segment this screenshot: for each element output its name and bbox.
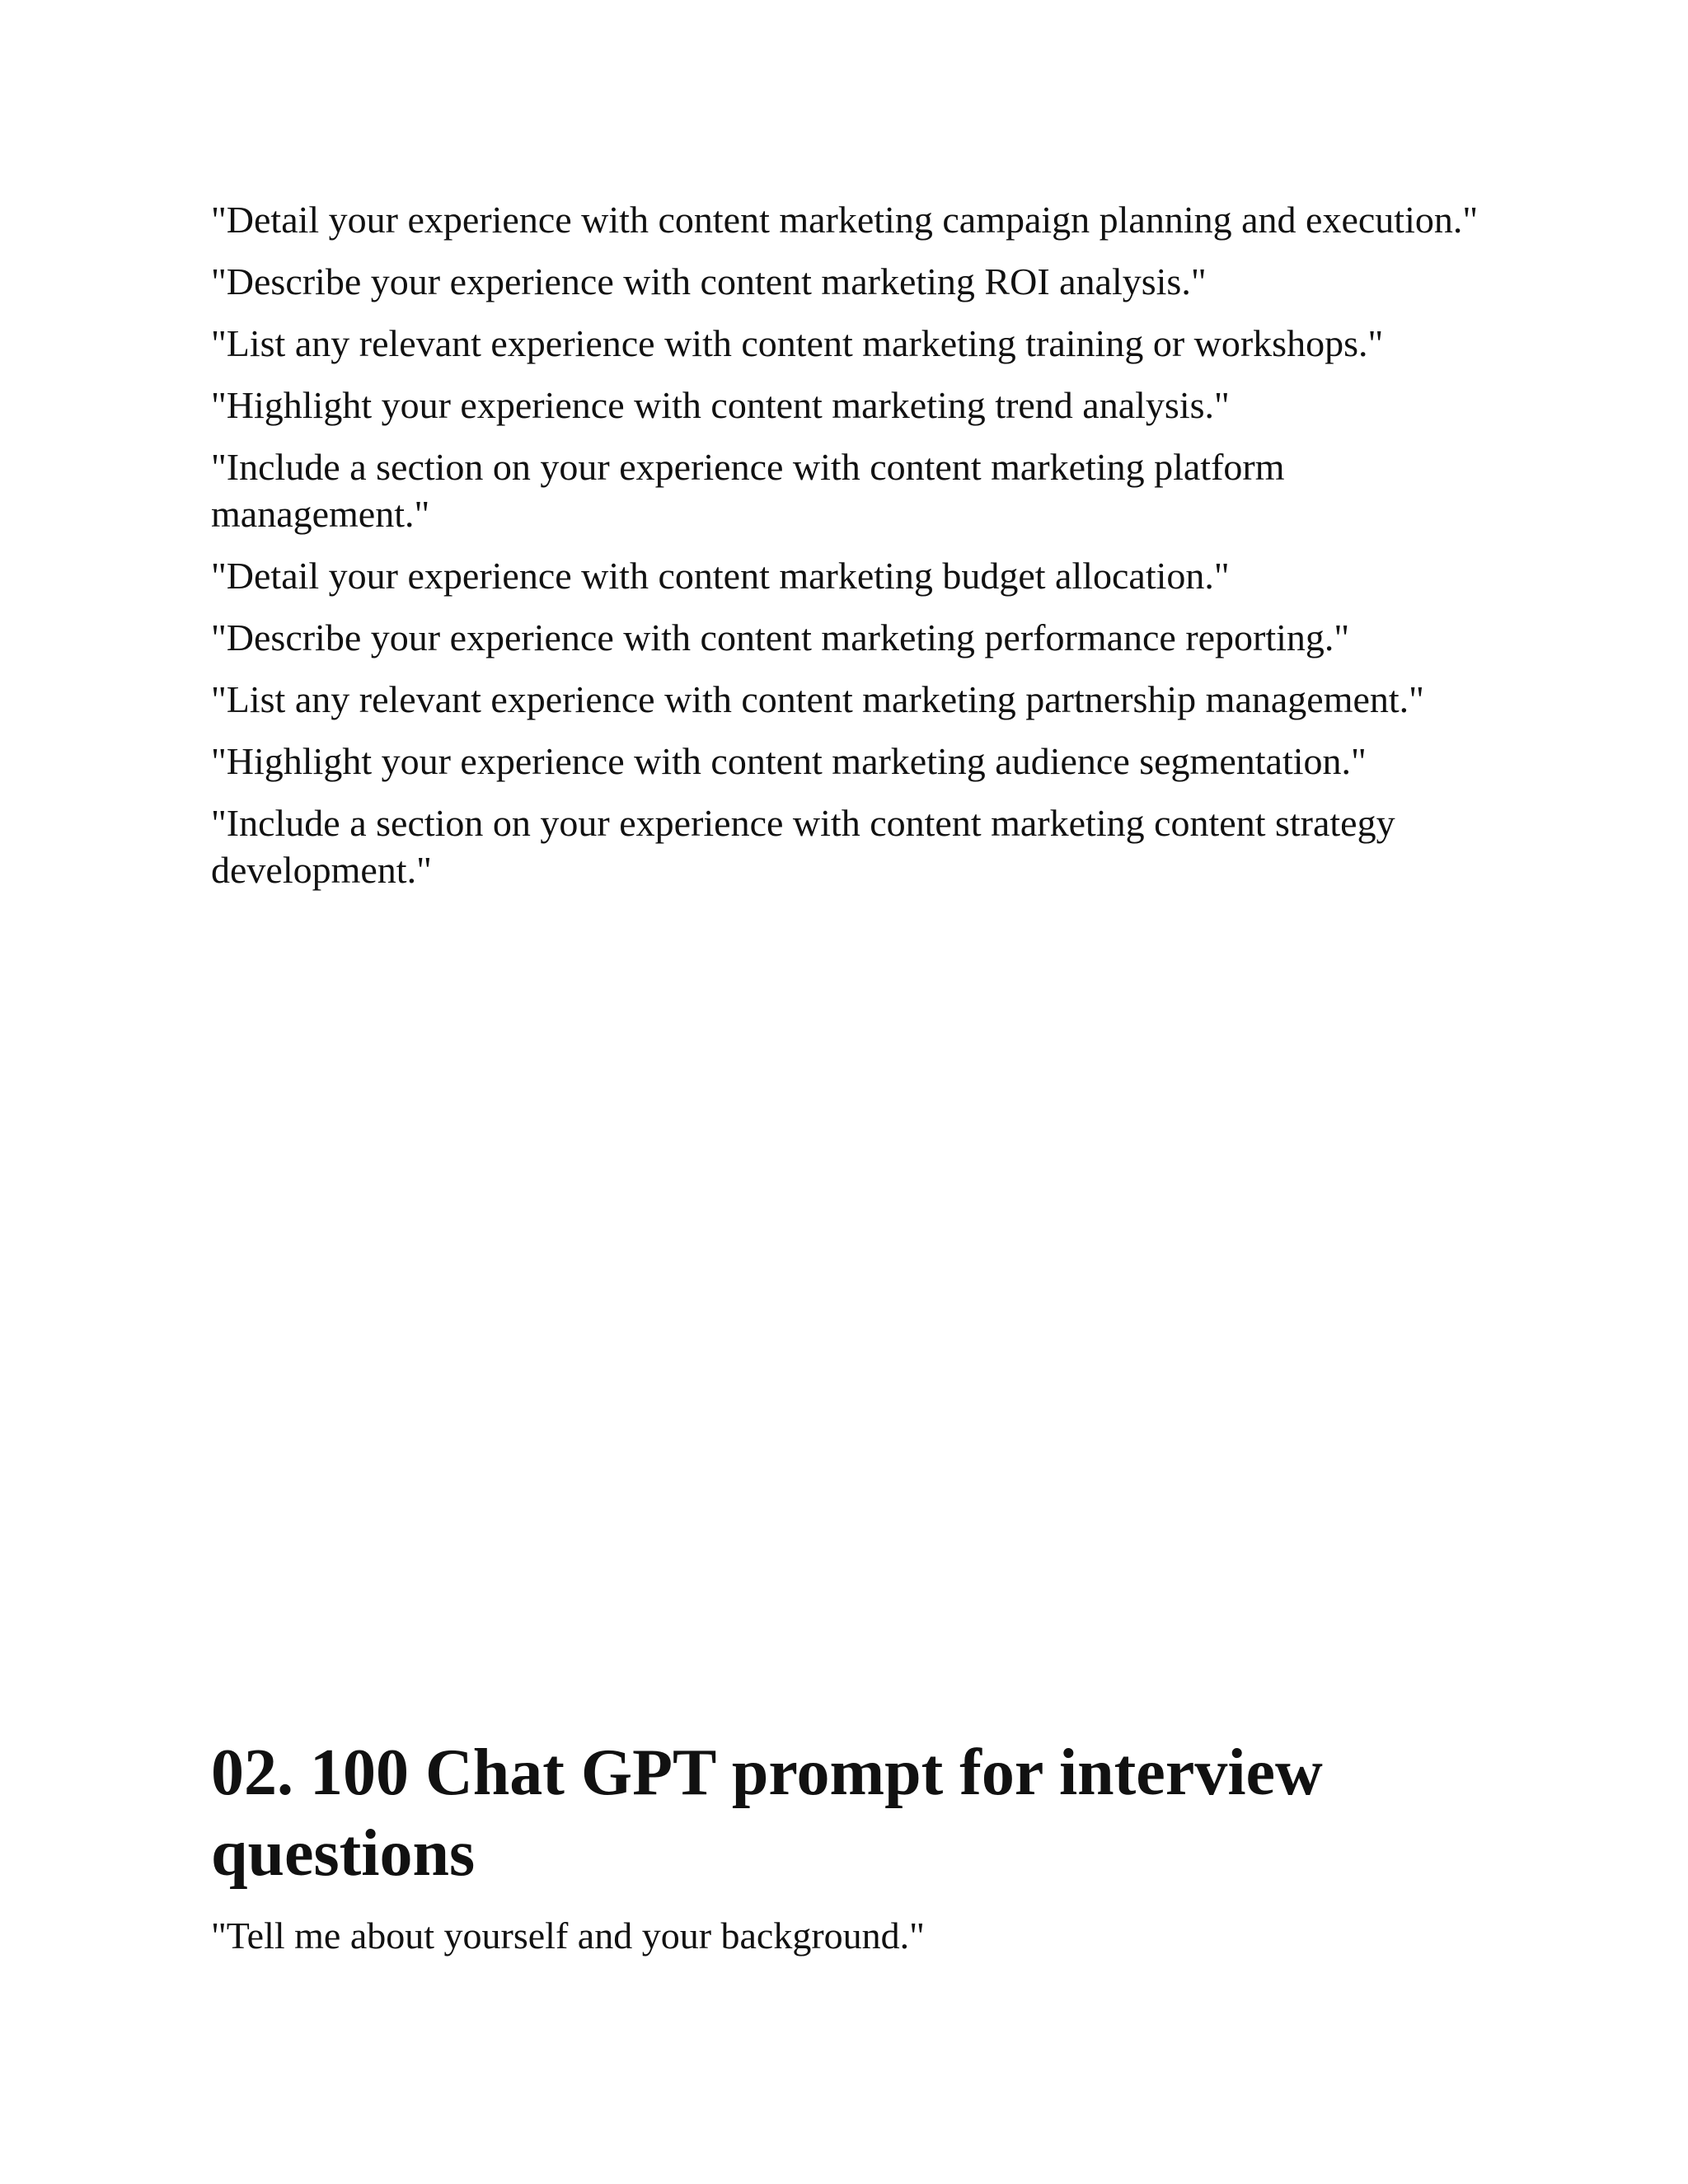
section-heading: 02. 100 Chat GPT prompt for interview questions xyxy=(211,1736,1323,1890)
prompt-item: "Describe your experience with content marketing ROI analysis." xyxy=(211,260,1207,302)
prompt-item: "Tell me about yourself and your background." xyxy=(211,1915,925,1957)
prompt-item: "Include a section on your experience with content marketing content strategy development." xyxy=(211,802,1395,891)
prompt-item: "Highlight your experience with content marketing trend analysis." xyxy=(211,384,1230,426)
interview-prompt-list xyxy=(211,1912,1497,1959)
prompt-item: "Describe your experience with content marketing performance reporting." xyxy=(211,616,1350,658)
prompt-item: "Detail your experience with content marketing campaign planning and execution." xyxy=(211,199,1479,241)
prompt-item: "Detail your experience with content marketing budget allocation." xyxy=(211,555,1230,597)
prompt-item: "Include a section on your experience with content marketing platform management." xyxy=(211,446,1285,535)
resume-prompt-list xyxy=(211,196,1497,908)
prompt-item: "List any relevant experience with content marketing partnership management." xyxy=(211,678,1424,720)
prompt-item: "Highlight your experience with content marketing audience segmentation." xyxy=(211,740,1367,782)
prompt-item: "List any relevant experience with content marketing training or workshops." xyxy=(211,322,1384,364)
